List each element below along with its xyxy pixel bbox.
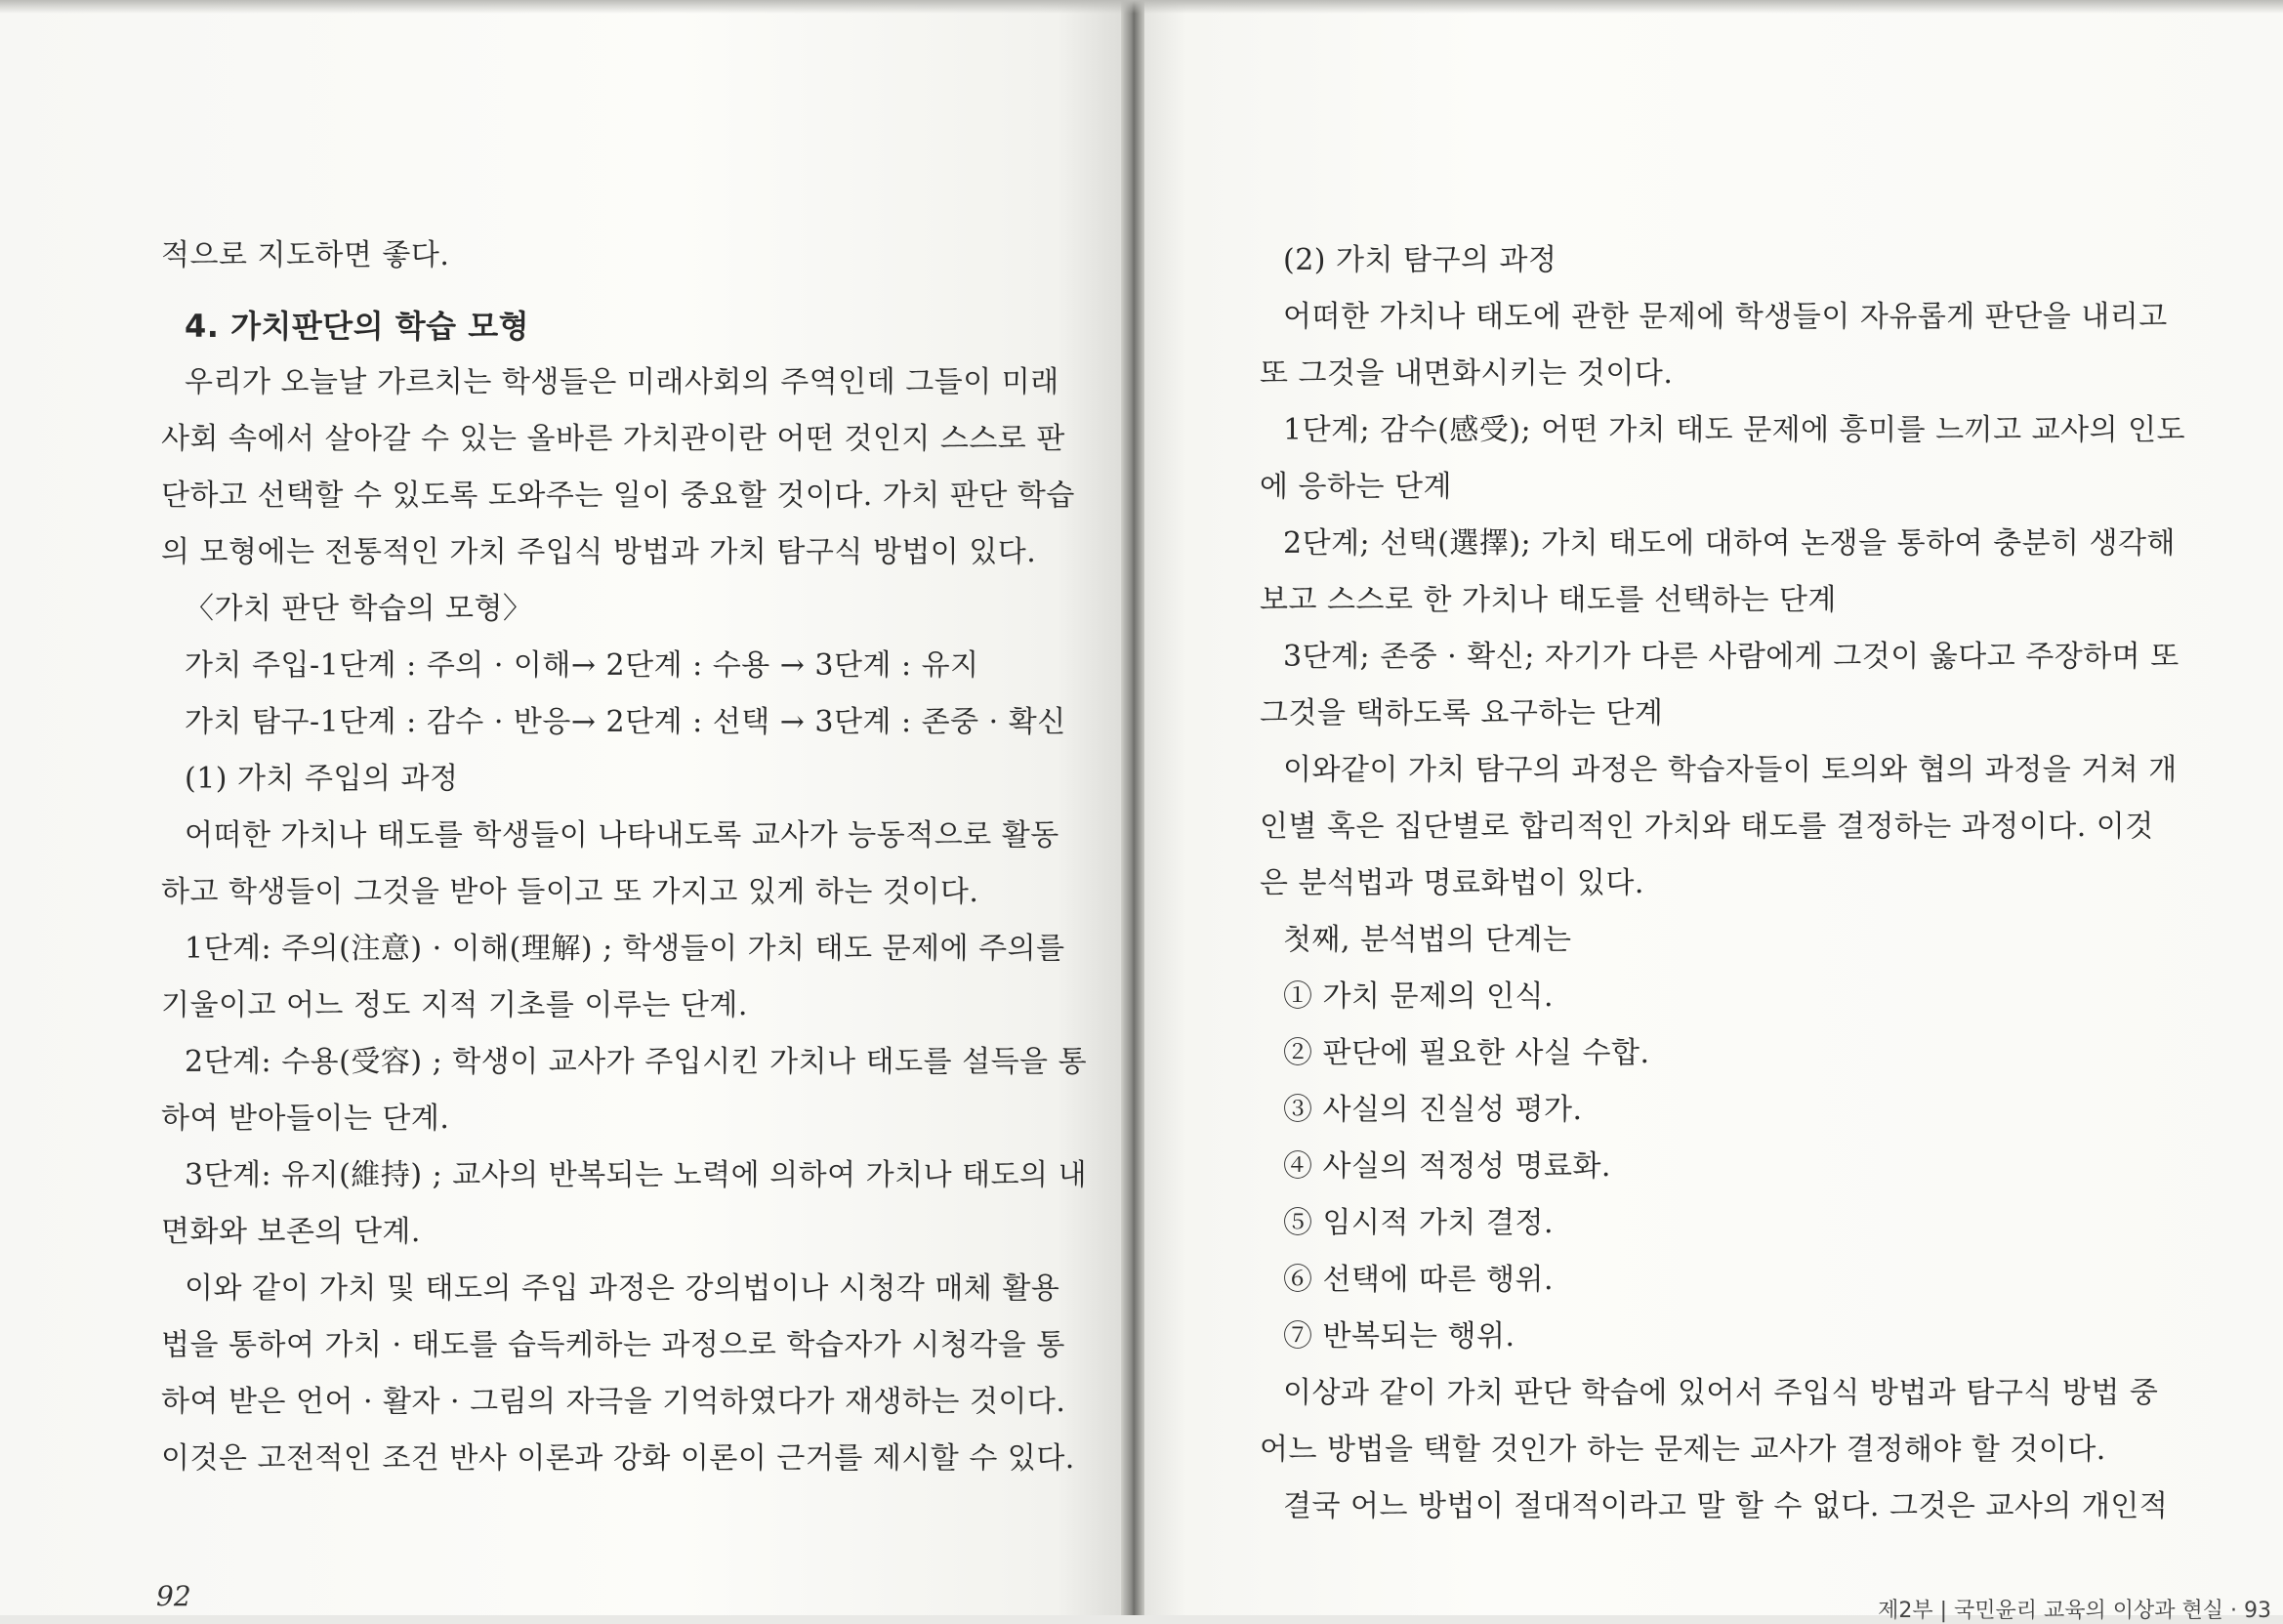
body-line: 하고 학생들이 그것을 받아 들이고 또 가지고 있게 하는 것이다. — [161, 875, 979, 909]
body-line: 1단계: 주의(注意) · 이해(理解) ; 학생들이 가치 태도 문제에 주의를 — [185, 932, 1065, 966]
body-line: 보고 스스로 한 가치나 태도를 선택하는 단계 — [1260, 583, 1837, 617]
body-line: 결국 어느 방법이 절대적이라고 말 할 수 없다. 그것은 교사의 개인적 — [1283, 1489, 2169, 1523]
book-gutter — [1121, 0, 1144, 1615]
list-item: ⑥ 선택에 따른 행위. — [1283, 1263, 1555, 1297]
left-page-body — [161, 228, 1088, 1487]
top-edge-shadow — [0, 0, 2283, 14]
body-line: 기울이고 어느 정도 지적 기초를 이루는 단계. — [161, 988, 748, 1022]
body-line: 단하고 선택할 수 있도록 도와주는 일이 중요할 것이다. 가치 판단 학습 — [161, 479, 1075, 513]
body-line: 어떠한 가치나 태도를 학생들이 나타내도록 교사가 능동적으로 활동 — [185, 818, 1059, 853]
right-page-body — [1260, 232, 2186, 1535]
body-line: 어느 방법을 택할 것인가 하는 문제는 교사가 결정해야 할 것이다. — [1260, 1433, 2106, 1467]
list-item: ① 가치 문제의 인식. — [1283, 979, 1555, 1014]
body-line: 면화와 보존의 단계. — [161, 1215, 421, 1249]
body-line: 첫째, 분석법의 단계는 — [1283, 923, 1572, 957]
body-line: 또 그것을 내면화시키는 것이다. — [1260, 356, 1674, 391]
body-line: 적으로 지도하면 좋다. — [161, 238, 450, 272]
body-line: 〈가치 판단 학습의 모형〉 — [185, 592, 533, 626]
body-line: 하여 받아들이는 단계. — [161, 1102, 450, 1136]
running-footer-right: 제2부 | 국민윤리 교육의 이상과 현실 · 93 — [1878, 1599, 2271, 1623]
list-item: ② 판단에 필요한 사실 수합. — [1283, 1036, 1650, 1070]
body-line: 은 분석법과 명료화법이 있다. — [1260, 866, 1644, 900]
subsection-title: (2) 가치 탐구의 과정 — [1283, 243, 1557, 277]
list-item: ⑦ 반복되는 행위. — [1283, 1319, 1515, 1353]
body-line: 3단계; 존중 · 확신; 자기가 다른 사람에게 그것이 옳다고 주장하며 또 — [1283, 640, 2179, 674]
body-line: 하여 받은 언어 · 활자 · 그림의 자극을 기억하였다가 재생하는 것이다. — [161, 1385, 1066, 1419]
body-line: 사회 속에서 살아갈 수 있는 올바른 가치관이란 어떤 것인지 스스로 판 — [161, 422, 1065, 456]
list-item: ③ 사실의 진실성 평가. — [1283, 1093, 1583, 1127]
body-line: 우리가 오늘날 가르치는 학생들은 미래사회의 주역인데 그들이 미래 — [185, 365, 1059, 399]
body-line: 어떠한 가치나 태도에 관한 문제에 학생들이 자유롭게 판단을 내리고 — [1283, 300, 2168, 334]
list-item: ④ 사실의 적정성 명료화. — [1283, 1149, 1611, 1184]
body-line: 2단계: 수용(受容) ; 학생이 교사가 주입시킨 가치나 태도를 설득을 통 — [185, 1045, 1088, 1079]
body-line: 3단계: 유지(維持) ; 교사의 반복되는 노력에 의하여 가치나 태도의 내 — [185, 1158, 1088, 1192]
body-line: 가치 탐구-1단계 : 감수 · 반응→ 2단계 : 선택 → 3단계 : 존중 · 확신 — [185, 705, 1066, 739]
body-line: (1) 가치 주입의 과정 — [185, 762, 459, 796]
body-line: 법을 통하여 가치 · 태도를 습득케하는 과정으로 학습자가 시청각을 통 — [161, 1328, 1065, 1362]
body-line: 에 응하는 단계 — [1260, 470, 1452, 504]
body-line: 이와같이 가치 탐구의 과정은 학습자들이 토의와 협의 과정을 거쳐 개 — [1283, 753, 2178, 787]
body-line: 1단계; 감수(感受); 어떤 가치 태도 문제에 흥미를 느끼고 교사의 인도 — [1283, 413, 2186, 447]
page-number-left: 92 — [156, 1580, 191, 1612]
body-line: 가치 주입-1단계 : 주의 · 이해→ 2단계 : 수용 → 3단계 : 유지 — [185, 648, 979, 683]
list-item: ⑤ 임시적 가치 결정. — [1283, 1206, 1555, 1240]
body-line: 이것은 고전적인 조건 반사 이론과 강화 이론이 근거를 제시할 수 있다. — [161, 1441, 1075, 1476]
body-line: 2단계; 선택(選擇); 가치 태도에 대하여 논쟁을 통하여 충분히 생각해 — [1283, 526, 2177, 561]
body-line: 인별 혹은 집단별로 합리적인 가치와 태도를 결정하는 과정이다. 이것 — [1260, 810, 2154, 844]
body-line: 의 모형에는 전통적인 가치 주입식 방법과 가치 탐구식 방법이 있다. — [161, 535, 1037, 569]
section-title: 4. 가치판단의 학습 모형 — [185, 308, 530, 345]
body-line: 이와 같이 가치 및 태도의 주입 과정은 강의법이나 시청각 매체 활용 — [185, 1271, 1060, 1306]
body-line: 그것을 택하도록 요구하는 단계 — [1260, 696, 1664, 730]
body-line: 이상과 같이 가치 판단 학습에 있어서 주입식 방법과 탐구식 방법 중 — [1283, 1376, 2159, 1410]
